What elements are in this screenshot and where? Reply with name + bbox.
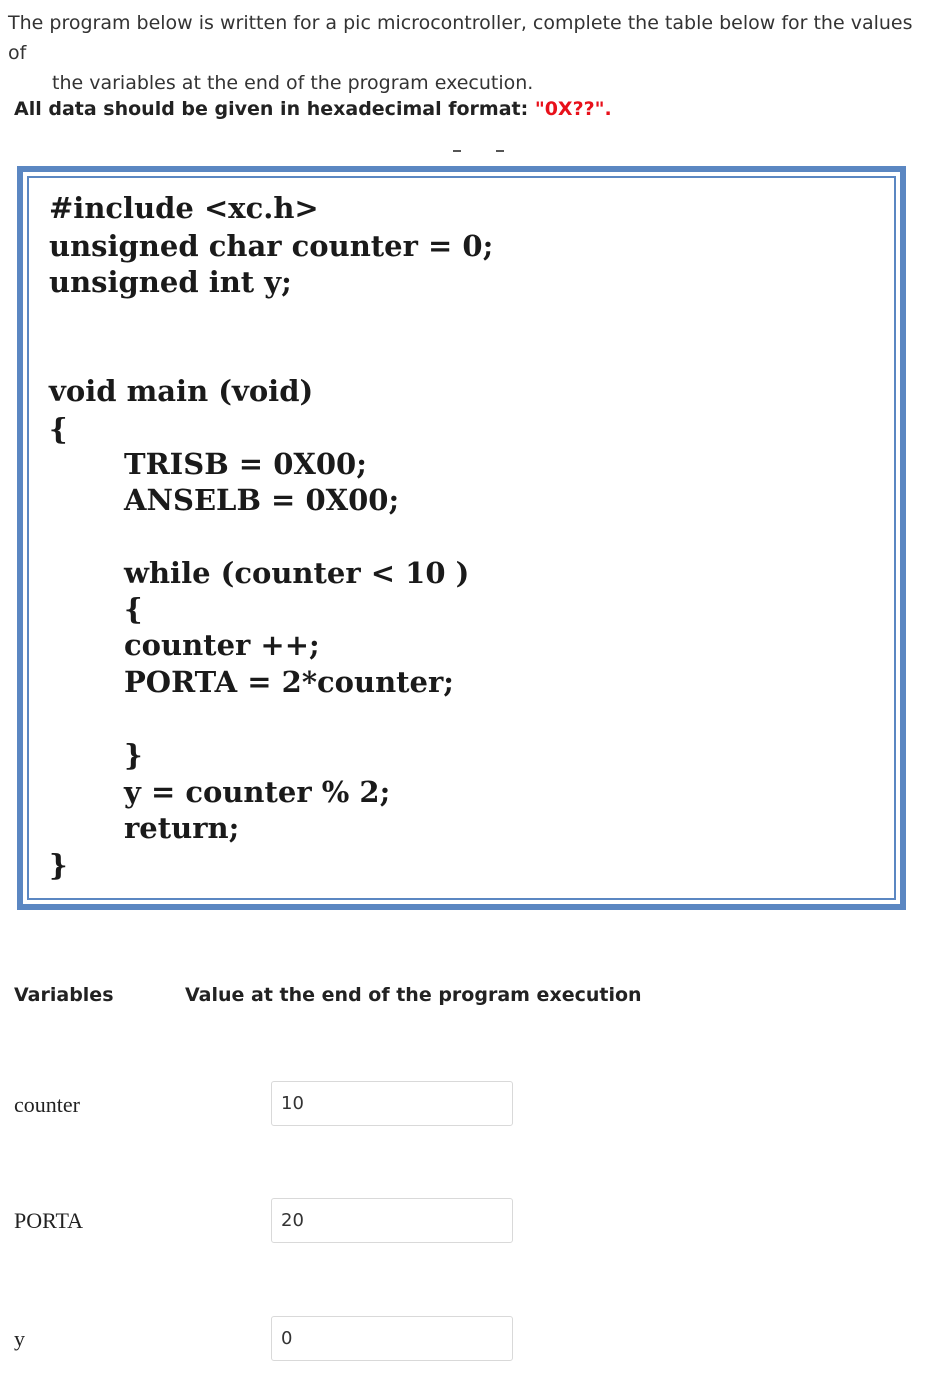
header-value: Value at the end of the program execution [185, 984, 642, 1006]
decorative-dash [453, 150, 461, 152]
question-text [8, 8, 933, 98]
code-close-main: } [49, 848, 68, 882]
variable-label-counter: counter [14, 1092, 80, 1117]
code-while-condition: while (counter < 10 ) [124, 556, 470, 590]
decorative-dash [496, 150, 504, 152]
counter-value-input[interactable] [271, 1081, 513, 1126]
code-close-while: } [124, 738, 143, 772]
variable-label-porta: PORTA [14, 1208, 84, 1233]
code-porta-assign: PORTA = 2*counter; [124, 665, 454, 699]
code-open-main: { [49, 412, 68, 446]
variable-label-y: y [14, 1326, 25, 1351]
code-anselb: ANSELB = 0X00; [124, 483, 400, 517]
code-return: return; [124, 811, 240, 845]
code-increment: counter ++; [124, 628, 320, 662]
code-y-assign: y = counter % 2; [124, 775, 391, 809]
question-line-2: the variables at the end of the program execution. [52, 72, 534, 94]
header-variables: Variables [14, 984, 114, 1006]
code-listing-box [17, 166, 906, 910]
y-value-input[interactable] [271, 1316, 513, 1361]
code-trisb: TRISB = 0X00; [124, 447, 367, 481]
hex-note-text: All data should be given in hexadecimal format: [14, 98, 535, 120]
code-decl-y: unsigned int y; [49, 265, 292, 299]
code-main-signature: void main (void) [49, 374, 314, 408]
question-line-1: The program below is written for a pic microcontroller, complete the table below for the values of [8, 12, 913, 64]
hex-format-note [14, 98, 612, 120]
code-open-while: { [124, 592, 143, 626]
hex-format-example: "0X??". [534, 98, 612, 120]
code-decl-counter: unsigned char counter = 0; [49, 229, 494, 263]
porta-value-input[interactable] [271, 1198, 513, 1243]
code-include: #include <xc.h> [49, 191, 319, 225]
